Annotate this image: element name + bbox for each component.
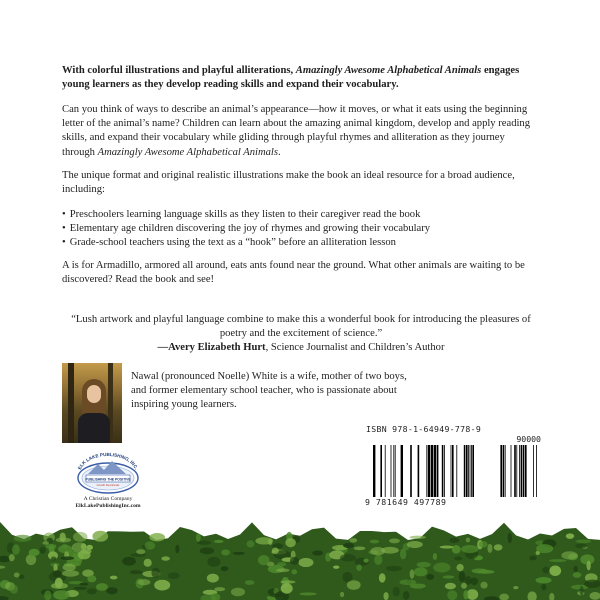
addon-barcode bbox=[493, 445, 538, 497]
publisher-company: A Christian Company bbox=[83, 496, 133, 502]
publisher-subtext: Growth Devotionals bbox=[96, 484, 120, 487]
publisher-logo bbox=[62, 450, 154, 516]
quote-attribution bbox=[62, 341, 540, 355]
intro-paragraph bbox=[62, 64, 540, 92]
barcode bbox=[373, 445, 488, 497]
audience-paragraph: The unique format and original realistic illustrations make the book an ideal resource for a broad audience, including: bbox=[62, 170, 515, 196]
description-text: Can you think of ways to describe an animal’s appearance—how it moves, or what it eats using the beginning letter of the animal’s name? Children can learn about the amazing animal kingdom, develop and apply reading skills, and expand their vocabulary while gliding through playful rhymes and alliteration as they journey through bbox=[62, 104, 531, 158]
quote-author-name: Avery Elizabeth Hurt bbox=[168, 342, 266, 354]
quote-text: “Lush artwork and playful language combine to make this a wonderful book for introducing the pleasures of poetry and the excitement of science.” bbox=[71, 314, 531, 340]
intro-text-end: engages young learners as they develop reading skills and expand their vocabulary. bbox=[62, 65, 520, 91]
foliage-illustration bbox=[0, 518, 600, 600]
publisher-url: ElkLakePublishingInc.com bbox=[75, 503, 141, 509]
description-end: . bbox=[278, 146, 281, 158]
isbn-label: ISBN 978-1-64949-778-9 bbox=[366, 424, 482, 434]
svg-text:ELK LAKE PUBLISHING, INC.: ELK LAKE PUBLISHING, INC. bbox=[77, 451, 139, 471]
quote-dash: — bbox=[157, 342, 169, 354]
publisher-banner: PUBLISHING THE POSITIVE bbox=[85, 477, 131, 482]
barcode-digits: 9 781649 497789 bbox=[365, 497, 447, 507]
list-item: • Elementary age children discovering the joy of rhymes and growing their vocabulary bbox=[62, 222, 540, 236]
description-book-title: Amazingly Awesome Alphabetical Animals bbox=[97, 146, 278, 158]
quote-author-role: , Science Journalist and Children’s Author bbox=[265, 342, 445, 354]
endorsement-quote bbox=[62, 313, 540, 356]
price-addon: 90000 bbox=[516, 434, 541, 444]
author-photo bbox=[62, 363, 122, 443]
description-paragraph bbox=[62, 103, 540, 160]
audience-list bbox=[62, 208, 540, 251]
publisher-emblem-icon bbox=[72, 450, 144, 496]
list-item: • Preschoolers learning language skills as they listen to their caregiver read the book bbox=[62, 208, 540, 222]
intro-book-title: Amazingly Awesome Alphabetical Animals bbox=[295, 65, 482, 76]
author-bio: Nawal (pronounced Noelle) White is a wife, mother of two boys, and former elementary school teacher, who is passionate about inspiring young learners. bbox=[131, 371, 407, 411]
intro-text-start: With colorful illustrations and playful alliterations, bbox=[62, 65, 296, 76]
list-item: • Grade-school teachers using the text as a “hook” before an alliteration lesson bbox=[62, 236, 540, 250]
armadillo-paragraph: A is for Armadillo, armored all around, eats ants found near the ground. What other animals are waiting to be discovered? Read the book and see! bbox=[62, 260, 525, 286]
